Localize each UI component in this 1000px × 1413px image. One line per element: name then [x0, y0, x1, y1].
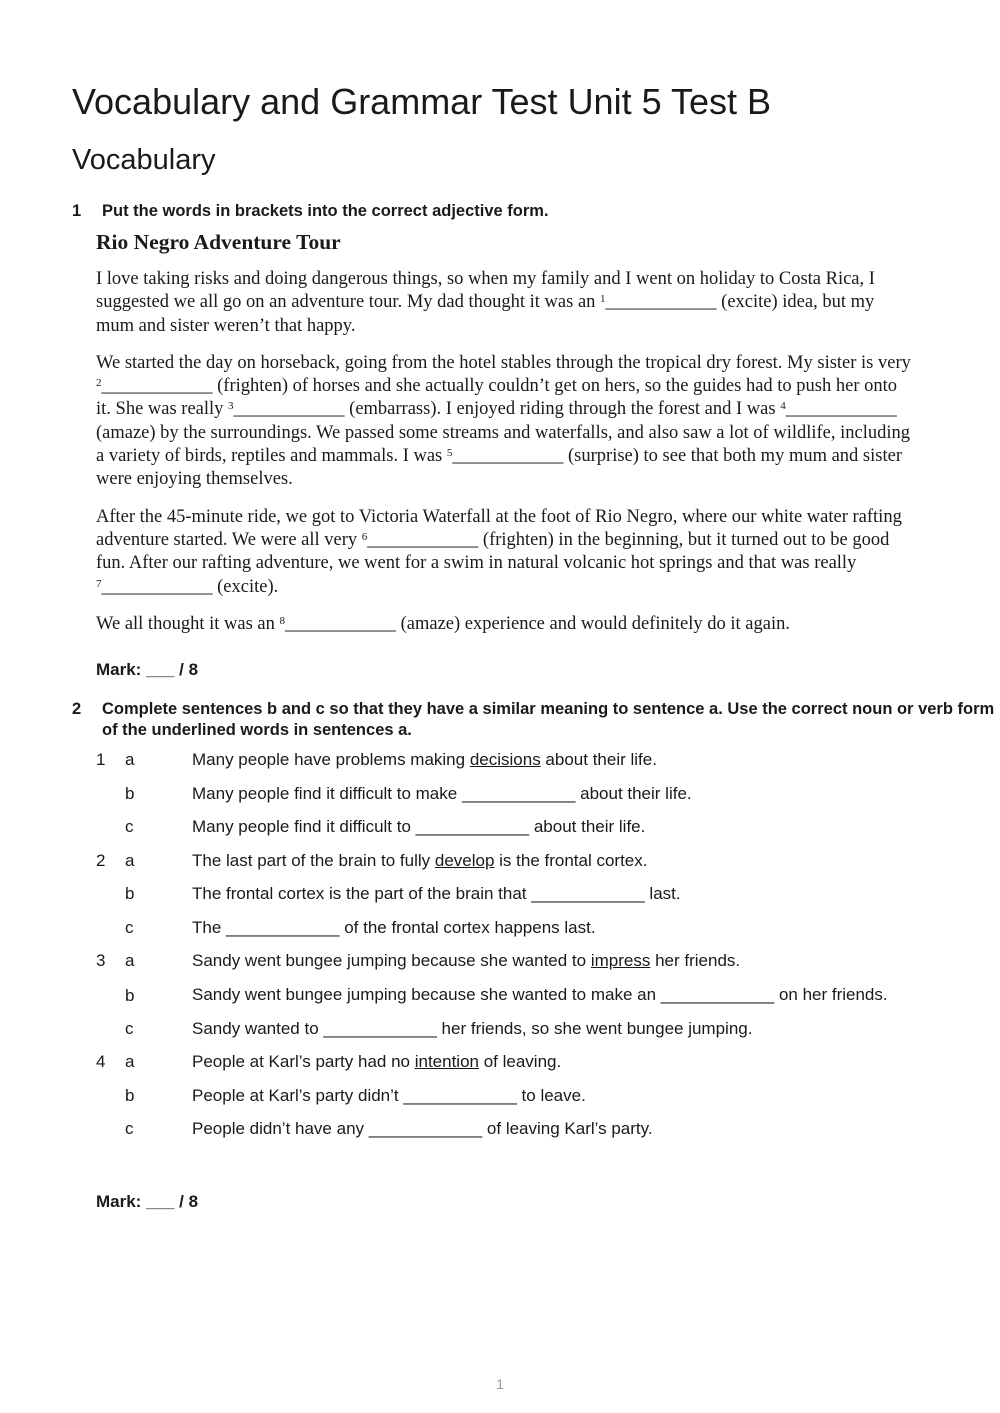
sentence-a: The last part of the brain to fully develop is the frontal cortex. — [192, 850, 648, 870]
item-letter: c — [125, 1018, 134, 1038]
item-letter: a — [125, 951, 135, 970]
item-letter: b — [125, 1085, 135, 1105]
sentence-c: People didn’t have any ____________ of leaving Karl’s party. — [192, 1119, 653, 1138]
item-letter: c — [125, 917, 134, 937]
story-paragraph-3: After the 45-minute ride, we got to Victoria Waterfall at the foot of Rio Negro, where our white water rafting adventure started. We were all very $^6$____________ (frighten) in the beginning, but it turned out to be good fun. After our rafting adventure, we went for a swim in natural volcanic hot springs and that was really $^7$____________ (excite). — [96, 506, 902, 597]
story-passage — [96, 228, 916, 650]
sentence-b: The frontal cortex is the part of the brain that ____________ last. — [192, 884, 681, 903]
item-letter: c — [125, 817, 134, 836]
story-paragraph-2: We started the day on horseback, going from the hotel stables through the tropical dry forest. My sister is very $^2$____________ (frighten) of horses and she actually couldn’t get on hers, so the guides had to push her onto it. She was really $^3$____________ (embarrass). I enjoyed riding through the forest and I was $^4$____________ (amaze) by the surroundings. We passed some streams and waterfalls, and also saw a lot of wildlife, including a variety of birds, reptiles and mammals. I was $^5$____________ (surprise) to see that both my mum and sister were enjoying themselves. — [96, 352, 911, 490]
gap-number: 6 — [361, 530, 368, 543]
question-1-instruction — [72, 201, 549, 222]
list-item — [96, 1012, 916, 1046]
item-number: 2 — [96, 850, 106, 870]
story-paragraph-1: I love taking risks and doing dangerous things, so when my family and I went on holiday to Costa Rica, I suggested we all go on an adventure tour. My dad thought it was an $^1$____________ (excite) idea, but my mum and sister weren’t that happy. — [96, 269, 875, 336]
sentence-c: Many people find it difficult to ____________ about their life. — [192, 817, 646, 836]
underlined-word: impress — [590, 951, 651, 970]
mark-line: Mark: ___ / 8 — [96, 1192, 199, 1211]
item-letter: a — [125, 1052, 135, 1071]
item-number: 4 — [96, 1052, 106, 1071]
list-item — [96, 810, 916, 844]
question-number: 2 — [72, 700, 82, 718]
item-letter: c — [125, 1119, 134, 1138]
list-item — [96, 844, 916, 878]
gap-number: 8 — [279, 614, 285, 627]
gap-number: 4 — [780, 400, 786, 413]
question-number: 1 — [72, 202, 82, 220]
gap-number: 5 — [446, 447, 453, 460]
gap-number: 7 — [96, 577, 102, 590]
story-title: Rio Negro Adventure Tour — [96, 230, 341, 254]
instruction-text: Put the words in brackets into the correct adjective form. — [102, 202, 549, 220]
question-2-instruction — [72, 699, 1000, 741]
list-item — [96, 944, 916, 978]
mark-line: Mark: ___ / 8 — [96, 660, 199, 679]
item-letter: b — [125, 985, 135, 1005]
sentence-b: Many people find it difficult to make ____________ about their life. — [192, 783, 692, 803]
sentence-list — [96, 743, 916, 1146]
sentence-b: Sandy went bungee jumping because she wanted to make an ____________ on her friends. — [192, 984, 888, 1004]
underlined-word: intention — [414, 1052, 479, 1071]
sentence-a: Sandy went bungee jumping because she wanted to impress her friends. — [192, 951, 741, 970]
sentence-c: Sandy wanted to ____________ her friends, so she went bungee jumping. — [192, 1018, 753, 1038]
instruction-text: Complete sentences b and c so that they have a similar meaning to sentence a. Use the correct noun or verb form of the underlined words in sentences a. — [102, 700, 995, 739]
item-letter: a — [125, 850, 135, 870]
page-number: 1 — [496, 1376, 504, 1392]
gap-number: 1 — [600, 293, 606, 306]
underlined-word: decisions — [469, 750, 541, 769]
list-item — [96, 1045, 916, 1079]
item-number: 1 — [96, 750, 106, 769]
list-item — [96, 1112, 916, 1146]
item-letter: a — [125, 750, 135, 769]
gap-number: 3 — [228, 400, 234, 413]
list-item — [96, 1079, 916, 1113]
story-paragraph-4: We all thought it was an $^8$____________ (amaze) experience and would definitely do it again. — [96, 613, 790, 634]
list-item — [96, 911, 916, 945]
list-item — [96, 777, 916, 811]
sentence-c: The ____________ of the frontal cortex happens last. — [192, 917, 596, 937]
item-letter: b — [125, 783, 135, 803]
sentence-b: People at Karl’s party didn’t ____________ to leave. — [192, 1085, 586, 1105]
gap-number: 2 — [96, 377, 102, 390]
underlined-word: develop — [434, 850, 495, 870]
list-item — [96, 743, 916, 777]
section-heading: Vocabulary — [72, 144, 216, 176]
item-number: 3 — [96, 951, 106, 970]
list-item — [96, 877, 916, 911]
sentence-a: People at Karl’s party had no intention of leaving. — [192, 1052, 562, 1071]
sentence-a: Many people have problems making decisions about their life. — [192, 750, 657, 769]
list-item — [96, 978, 916, 1012]
page-title: Vocabulary and Grammar Test Unit 5 Test B — [72, 81, 771, 122]
item-letter: b — [125, 884, 135, 903]
